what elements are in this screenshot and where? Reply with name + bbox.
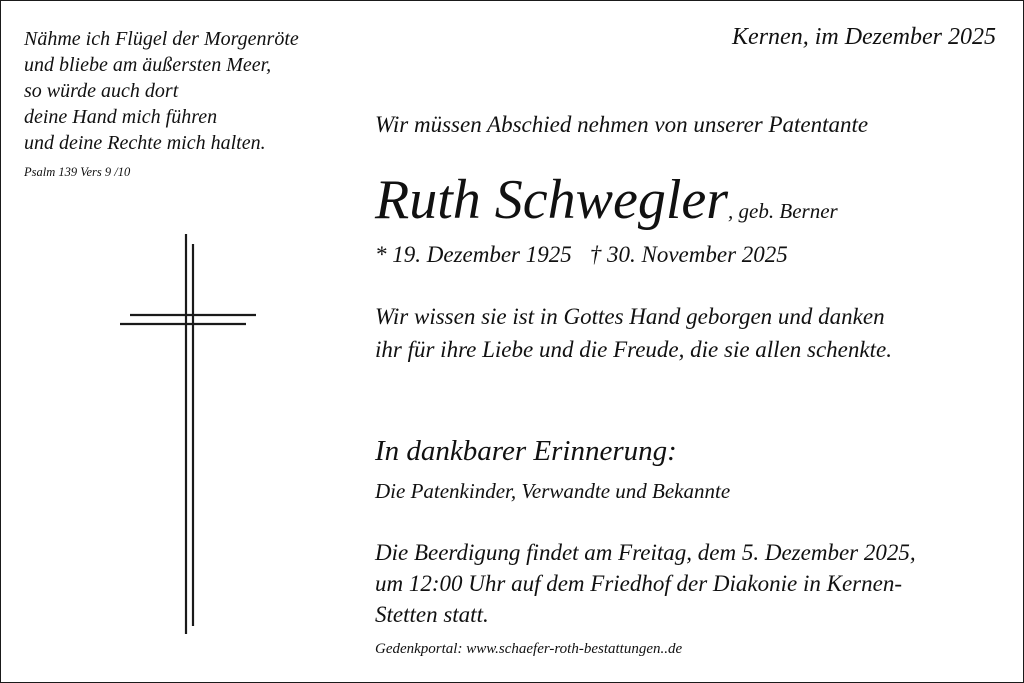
verse-line: so würde auch dort	[24, 80, 179, 102]
funeral-line: Stetten statt.	[375, 602, 489, 627]
message-line: Wir wissen sie ist in Gottes Hand geborgen und danken	[375, 304, 885, 329]
bible-verse	[24, 26, 299, 156]
deceased-name: Ruth Schwegler	[375, 169, 729, 231]
verse-line: und deine Rechte mich halten.	[24, 132, 266, 154]
deceased-name-line	[375, 168, 838, 232]
double-line-cross-icon	[110, 230, 260, 640]
death-date: † 30. November 2025	[589, 242, 788, 267]
funeral-line: um 12:00 Uhr auf dem Friedhof der Diakonie in Kernen-	[375, 571, 903, 596]
funeral-line: Die Beerdigung findet am Freitag, dem 5. Dezember 2025,	[375, 540, 916, 565]
farewell-message	[375, 300, 892, 366]
message-line: ihr für ihre Liebe und die Freude, die sie allen schenkte.	[375, 337, 892, 362]
mourners: Die Patenkinder, Verwandte und Bekannte	[375, 479, 731, 503]
memory-heading: In dankbarer Erinnerung:	[375, 435, 677, 467]
birth-date: * 19. Dezember 1925	[375, 242, 572, 267]
verse-line: deine Hand mich führen	[24, 106, 218, 128]
verse-line: und bliebe am äußersten Meer,	[24, 54, 272, 76]
verse-source: Psalm 139 Vers 9 /10	[24, 165, 131, 179]
place-date: Kernen, im Dezember 2025	[732, 24, 996, 50]
funeral-info	[375, 537, 916, 630]
maiden-name: , geb. Berner	[728, 199, 838, 223]
verse-line: Nähme ich Flügel der Morgenröte	[24, 28, 299, 50]
life-dates	[375, 242, 788, 268]
intro-text: Wir müssen Abschied nehmen von unserer Patentante	[375, 112, 869, 137]
memorial-portal-link: Gedenkportal: www.schaefer-roth-bestattungen..de	[375, 641, 683, 657]
